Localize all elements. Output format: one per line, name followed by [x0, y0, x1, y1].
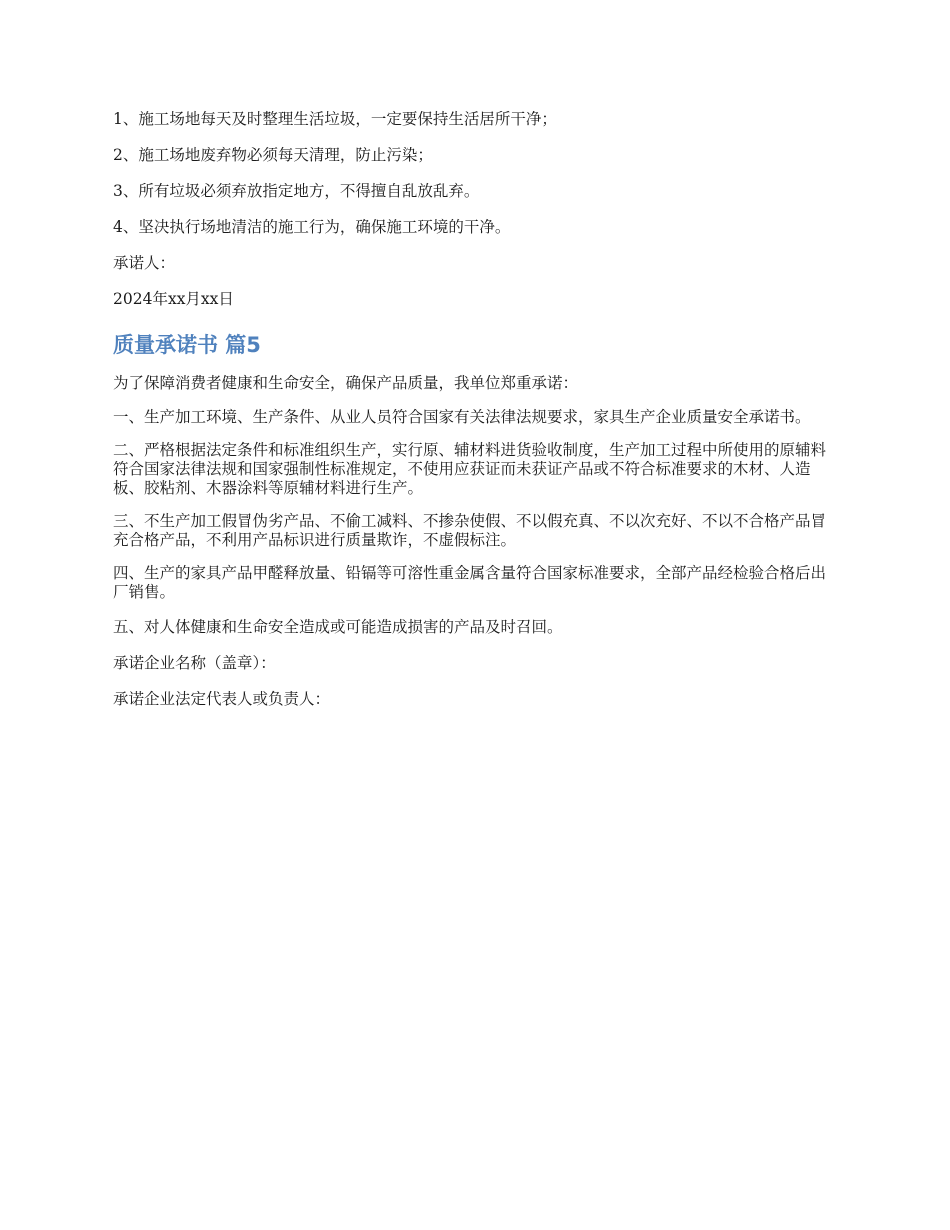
list-item: 3、所有垃圾必须弃放指定地方，不得擅自乱放乱弃。 [113, 182, 480, 200]
commitment-item: 二、严格根据法定条件和标准组织生产，实行原、辅材料进货验收制度，生产加工过程中所使用的原辅料符合国家法律法规和国家强制性标准规定，不使用应获证而未获证产品或不符合标准要求的木材、人造板、胶粘剂、木器涂料等原辅材料进行生产。 [113, 441, 827, 497]
intro-paragraph: 为了保障消费者健康和生命安全，确保产品质量，我单位郑重承诺： [113, 374, 579, 392]
commitment-item: 四、生产的家具产品甲醛释放量、铅镉等可溶性重金属含量符合国家标准要求，全部产品经检验合格后出厂销售。 [113, 564, 827, 601]
section-heading: 质量承诺书 篇5 [113, 333, 261, 357]
list-item: 1、施工场地每天及时整理生活垃圾，一定要保持生活居所干净； [113, 110, 557, 128]
list-item: 4、坚决执行场地清洁的施工行为，确保施工环境的干净。 [113, 218, 511, 236]
company-name-line: 承诺企业名称（盖章）： [113, 654, 276, 672]
date-line: 2024年xx月xx日 [113, 290, 234, 308]
commitment-item: 五、对人体健康和生命安全造成或可能造成损害的产品及时召回。 [113, 618, 563, 636]
commitment-item: 三、不生产加工假冒伪劣产品、不偷工减料、不掺杂使假、不以假充真、不以次充好、不以不合格产品冒充合格产品，不利用产品标识进行质量欺诈，不虚假标注。 [113, 512, 827, 549]
list-item: 2、施工场地废弃物必须每天清理，防止污染； [113, 146, 433, 164]
document-body [113, 108, 841, 724]
signer-line: 承诺人： [113, 254, 176, 272]
commitment-item: 一、生产加工环境、生产条件、从业人员符合国家有关法律法规要求，家具生产企业质量安全承诺书。 [113, 408, 811, 426]
representative-line: 承诺企业法定代表人或负责人： [113, 690, 331, 708]
